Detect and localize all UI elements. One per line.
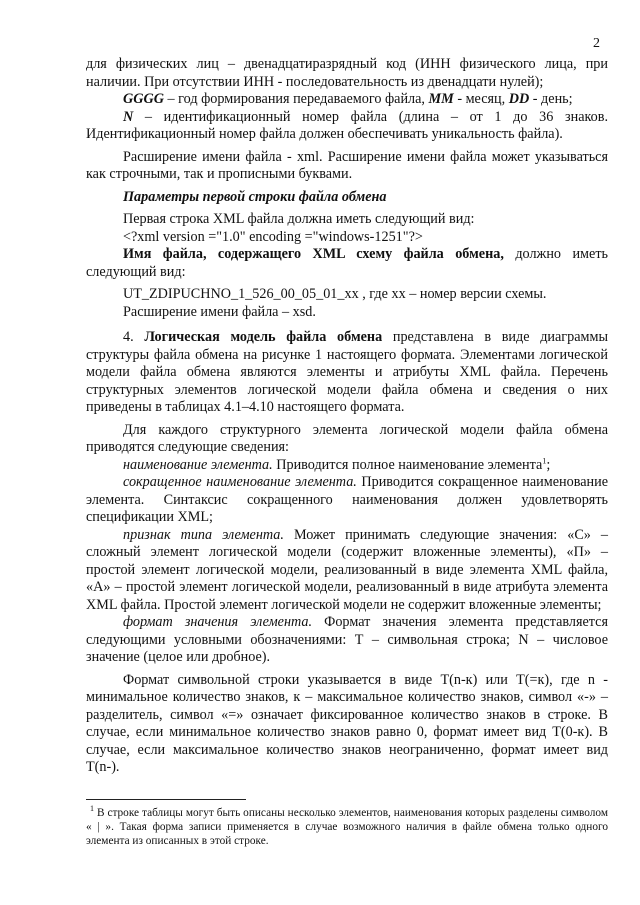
short-name-desc: Приводится сокращенное наименование элемента. Синтаксис сокращенного наименования должен удовлетворять спецификации XML; — [86, 474, 608, 525]
file-id-desc: – идентификационный номер файла (длина – от 1 до 36 знаков. Идентификационный номер файла должен обеспечивать уникальность файла). — [86, 108, 608, 142]
paragraph-schema-name — [86, 246, 608, 281]
month-code: MM — [428, 91, 454, 107]
footnote — [86, 806, 608, 848]
year-desc: – год формирования передаваемого файла, — [163, 91, 429, 107]
month-desc: - месяц, — [453, 91, 509, 107]
day-code: DD — [508, 91, 530, 107]
short-name-term: сокращенное наименование элемента. — [123, 474, 357, 490]
footnote-separator — [86, 799, 246, 800]
element-type-desc: Может принимать следующие значения: «С» – сложный элемент логической модели (содержит вложенные элементы), «П» – простой элемент логической модели, реализованный в виде элемента XML файла, «А» – простой элемент логической модели, реализованный в виде атрибута элемента XML файла. Простой элемент логической модели не содержит вложенные элементы; — [86, 526, 608, 613]
schema-file-name: UT_ZDIPUCHNO_1_526_00_05_01_xx , где xx – номер версии схемы. — [123, 286, 547, 302]
schema-name-desc: должно иметь следующий вид: — [86, 246, 608, 280]
day-desc: - день; — [529, 91, 573, 107]
page-number: 2 — [593, 36, 600, 51]
paragraph-value-format — [86, 614, 608, 667]
paragraph-date-codes — [86, 91, 608, 109]
element-name-term: наименование элемента. — [123, 456, 273, 473]
element-name-end: ; — [546, 456, 551, 473]
paragraph-first-line: Первая строка XML файла должна иметь следующий вид: — [123, 211, 475, 227]
paragraph-extension: Расширение имени файла - xml. Расширение имени файла может указываться как строчными, так и прописными буквами. — [86, 148, 608, 182]
schema-extension: Расширение имени файла – xsd. — [123, 303, 316, 320]
paragraph-logical-model — [86, 329, 608, 417]
logical-model-heading: Логическая модель файла обмена — [144, 329, 383, 345]
paragraph-file-id — [86, 109, 608, 144]
paragraph-element-type — [86, 527, 608, 615]
paragraph-string-format: Формат символьной строки указывается в виде Т(n-к) или Т(=к), где n - минимальное количество знаков, к – максимальное количество знаков, символ «-» – разделитель, символ «=» означает фиксированное количество знаков в строке. В случае, если минимальное количество знаков равно 0, формат имеет вид Т(0-к). В случае, если максимальное количество знаков неограниченно, формат имеет вид Т(n-). — [86, 671, 608, 775]
schema-name-heading: Имя файла, содержащего XML схему файла обмена, — [123, 246, 504, 262]
element-type-term: признак типа элемента. — [123, 526, 284, 543]
element-name-desc: Приводится полное наименование элемента — [272, 456, 543, 473]
value-format-desc: Формат значения элемента представляется следующими условными обозначениями: Т – символьная строка; N – числовое значение (целое или дробное). — [86, 614, 608, 665]
section-heading-first-line: Параметры первой строки файла обмена — [123, 188, 387, 205]
footnote-mark: 1 — [90, 804, 94, 814]
document-body — [86, 56, 608, 777]
xml-declaration: <?xml version ="1.0" encoding ="windows-1251"?> — [123, 228, 423, 245]
paragraph-element-info: Для каждого структурного элемента логической модели файла обмена приводятся следующие сведения: — [86, 421, 608, 455]
section-number: 4. — [123, 329, 145, 345]
file-id-code: N — [123, 108, 134, 125]
paragraph-element-name — [86, 457, 608, 475]
value-format-term: формат значения элемента. — [123, 614, 313, 630]
paragraph-short-name — [86, 474, 608, 527]
footnote-ref: 1 — [542, 455, 547, 465]
year-code: GGGG — [123, 91, 164, 107]
paragraph-inn: для физических лиц – двенадцатиразрядный код (ИНН физического лица, при наличии. При отсутствии ИНН - последовательность из двенадцати нулей); — [86, 56, 608, 90]
logical-model-desc: представлена в виде диаграммы структуры файла обмена на рисунке 1 настоящего формата. Элементами логической модели файла обмена являются элементы и атрибуты XML файла. Перечень структурных элементов логической модели файла обмена и сведения о них приведены в таблицах 4.1–4.10 настоящего формата. — [86, 329, 609, 415]
footnote-text: В строке таблицы могут быть описаны несколько элементов, наименования которых разделены символом « | ». Такая форма записи применяется в случае возможного наличия в файле обмена только одного элемента из описанных в этой строке. — [86, 807, 608, 847]
